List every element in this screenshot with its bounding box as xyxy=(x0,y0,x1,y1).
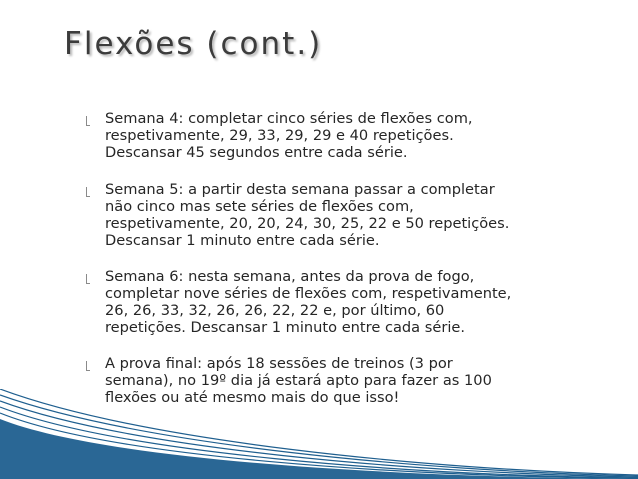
slide-title: Flexões (cont.) xyxy=(64,26,323,62)
bullet-marker-icon xyxy=(86,116,90,126)
bullet-text: Semana 5: a partir desta semana passar a completar não cinco mas sete séries de flexões com, respetivamente, 20, 20, 24, 30, 25, 22 e 50 repetições. Descansar 1 minuto entre cada série. xyxy=(105,181,510,249)
decorative-wave-lines xyxy=(0,389,638,479)
bullet-marker-icon xyxy=(86,274,90,284)
bullet-text: Semana 4: completar cinco séries de flexões com, respetivamente, 29, 33, 29, 29 e 40 repetições. Descansar 45 segundos entre cada série. xyxy=(105,110,473,161)
bullet-text: A prova final: após 18 sessões de treinos (3 por semana), no 19º dia já estará apto para fazer as 100 flexões ou até mesmo mais do que isso! xyxy=(105,355,492,406)
bullet-text: Semana 6: nesta semana, antes da prova de fogo, completar nove séries de flexões com, respetivamente, 26, 26, 33, 32, 26, 26, 22, 22 e, por último, 60 repetições. Descansar 1 minuto entre cada série. xyxy=(105,268,512,336)
bullet-marker-icon xyxy=(86,361,90,371)
bullet-marker-icon xyxy=(86,187,90,197)
